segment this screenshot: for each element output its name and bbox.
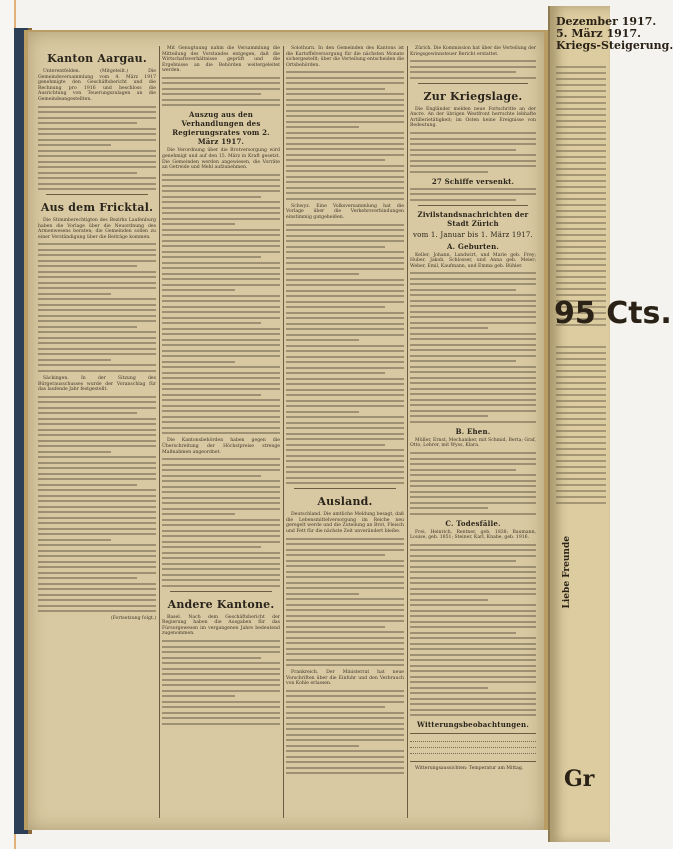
text-block xyxy=(410,188,536,201)
text-block xyxy=(286,690,404,775)
ad-headline: Gr xyxy=(564,766,595,792)
text-block xyxy=(410,272,536,423)
article-text: Die Verordnung über die Brotversorgung wird genehmigt und auf den 15. März in Kraft gesetzt. Die Gemeinden werden angewiesen, die Vorräte an Getreide und Mehl aufzunehmen. xyxy=(162,148,280,171)
article-text: Schwyz. Eine Volksversammlung hat die Vorlage über die Verkehrsverbindungen einstimmig gutgeheißen. xyxy=(286,203,404,221)
register-entries: Keller, Johann, Landwirt, und Marie geb. Frey; Huber, Jakob, Schlosser, und Anna geb. Meier; Weber, Emil, Kaufmann, und Emma geb. Bühler. xyxy=(410,252,536,269)
article-text: Basel. Nach dem Geschäftsbericht der Regierung haben die Ausgaben für das Fürsorgewesen im vergangenen Jahre bedeutend zugenommen. xyxy=(162,614,280,637)
facing-page xyxy=(548,6,673,842)
weather-table xyxy=(410,733,536,762)
text-block xyxy=(410,544,536,717)
register-entries: Frei, Heinrich, Rentner, geb. 1838; Baumann, Louise, geb. 1851; Steiner, Karl, Knabe, geb. 1916. xyxy=(410,529,536,541)
ad-vertical-text: Liebe Freunde xyxy=(562,536,572,609)
column-rule xyxy=(283,46,284,818)
masthead-line: Dezember 1917. xyxy=(556,15,657,28)
divider xyxy=(418,83,528,84)
section-heading: Auszug aus den Verhandlungen des Regierungsrates vom 2. März 1917. xyxy=(172,110,270,147)
text-block xyxy=(286,538,404,667)
column-1 xyxy=(38,46,156,818)
section-heading: Andere Kantone. xyxy=(167,597,275,611)
article-text: Unterentfelden. (Mitgeteilt.) Die Gemeindeversammlung vom 4. März 1917 genehmigte den Geschäftsbericht und die Rechnung pro 1916 und beschloss die Ausrichtung von Teuerungszulagen an die Gemeindeangestellten. xyxy=(38,69,156,102)
divider xyxy=(418,205,528,206)
section-heading: Witterungsbeobachtungen. xyxy=(417,720,529,730)
facing-text xyxy=(556,66,606,330)
article-text: Frankreich. Der Ministerrat hat neue Vorschriften über die Einfuhr und den Verbrauch von Kohle erlassen. xyxy=(286,670,404,687)
masthead-line: Kriegs-Steigerung. xyxy=(556,39,673,52)
register-entries: Müller, Ernst, Mechaniker, mit Schmid, Berta; Graf, Otto, Lehrer, mit Wyss, Klara. xyxy=(410,437,536,449)
continuation-note: (Fortsetzung folgt.) xyxy=(110,616,156,622)
article-text: Säckingen. In der Sitzung des Bürgerausschusses wurde der Voranschlag für das laufende Jahr festgestellt. xyxy=(38,375,156,393)
article-text: Deutschland. Die amtliche Meldung besagt, daß die Lebensmittelversorgung im Reiche neu geregelt werde und die Zuteilung an Brot, Fleisch und Fett für die nächste Zeit unverändert bleibe. xyxy=(286,512,404,534)
text-block xyxy=(162,640,280,725)
article-text: Die Engländer melden neue Fortschritte an der Ancre. An der übrigen Westfront herrschte lebhafte Artillerietätigkeit; im Osten keine Ereignisse von Bedeutung. xyxy=(410,106,536,129)
masthead-line: 5. März 1917. xyxy=(556,27,641,40)
section-heading: Zivilstandsnachrichten der Stadt Zürich xyxy=(417,209,529,228)
article-text: Zürich. Die Kommission hat über die Verteilung der Kriegsgewinnsteuer Bericht erstattet. xyxy=(410,46,536,57)
section-heading: Kanton Aargau. xyxy=(47,52,147,65)
divider xyxy=(46,194,148,195)
subheading: 27 Schiffe versenkt. xyxy=(431,176,515,186)
text-block xyxy=(38,106,156,191)
text-block xyxy=(410,60,536,79)
article-text: Die Stimmberechtigten des Bezirks Laufenburg haben die Vorlage über die Neuordnung des Armenwesens beraten; die Gemeinden sollen zu einer Verständigung über die Beiträge kommen. xyxy=(38,218,156,240)
text-block xyxy=(286,71,404,200)
text-block xyxy=(410,132,536,173)
subsection-heading: C. Todesfälle. xyxy=(445,518,501,528)
ad-price: 95 Cts. xyxy=(554,296,672,331)
newspaper-page xyxy=(28,32,544,830)
text-block xyxy=(38,243,156,372)
text-block xyxy=(162,174,280,435)
facing-text xyxy=(556,346,606,508)
subsection-heading: B. Ehen. xyxy=(455,426,491,436)
divider xyxy=(170,591,272,592)
section-heading: Zur Kriegslage. xyxy=(423,89,523,103)
column-4 xyxy=(410,46,536,818)
column-rule xyxy=(159,46,160,818)
text-block xyxy=(38,396,156,613)
table-footnote: Witterungsaussichten: Temperatur am Mittag. xyxy=(415,766,524,772)
section-subtitle: vom 1. Januar bis 1. März 1917. xyxy=(413,230,533,239)
article-text: Mit Genugtuung nahm die Versammlung die Mitteilung des Vorstandes entgegen, daß die Wirtschaftsverhältnisse geprüft und die Ergebnisse an die Behörden weitergeleitet werden. xyxy=(162,46,280,74)
column-2 xyxy=(162,46,280,818)
article-text: Die Kantonsbehörden haben gegen die Überschreitung der Höchstpreise strenge Maßnahmen angeordnet. xyxy=(162,438,280,455)
section-heading: Aus dem Fricktal. xyxy=(40,201,154,215)
article-text: Solothurn. In den Gemeinden des Kantons ist die Kartoffelversorgung für die nächsten Monate sichergestellt; über die Verteilung entscheiden die Ortsbehörden. xyxy=(286,46,404,68)
facing-masthead xyxy=(556,15,673,52)
section-heading: Ausland. xyxy=(317,495,373,509)
text-block xyxy=(286,224,404,485)
text-block xyxy=(162,77,280,107)
divider xyxy=(294,488,396,489)
column-rule xyxy=(407,46,408,818)
text-block xyxy=(410,452,536,515)
subsection-heading: A. Geburten. xyxy=(446,241,500,251)
column-3 xyxy=(286,46,404,818)
text-block xyxy=(162,458,280,587)
